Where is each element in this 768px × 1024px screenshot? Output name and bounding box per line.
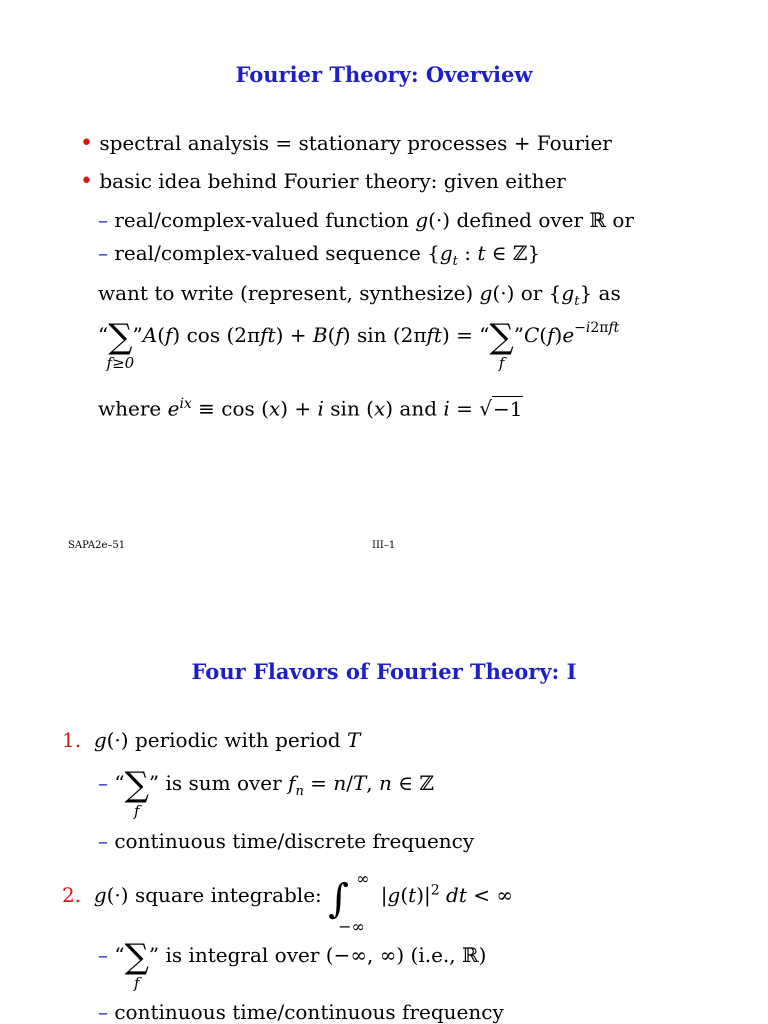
footer-center: III–1 [372, 540, 396, 551]
sum-symbol: ∑ f [124, 765, 149, 820]
sum-symbol: ∑ f [489, 317, 514, 372]
item1-number: 1. [62, 728, 82, 752]
fourier-equation: “∑ f≥0 ”A(f) cos (2πft) + B(f) sin (2πft) = “∑ f $”C(f)e^{-i2\pi ft}$ [98, 317, 620, 372]
bullet-basic-idea: • basic idea behind Fourier theory: given either [80, 169, 566, 194]
item1-dash2: – continuous time/discrete frequency [98, 829, 475, 853]
dash-sequence: – real/complex-valued sequence {$g_t$ : t ∈ ℤ} [98, 241, 541, 269]
sum-symbol: ∑ f [124, 937, 149, 992]
item2: 2. g(·) square integrable: ∫ ∞ −∞ $|g(t)|^2$ dt < ∞ [62, 869, 513, 936]
integral-symbol: ∫ ∞ −∞ [328, 869, 370, 936]
dash-function: – real/complex-valued function g(·) defined over ℝ or [98, 208, 634, 232]
slide2-title: Four Flavors of Fourier Theory: I [191, 659, 577, 684]
footer-left: SAPA2e–51 [68, 540, 126, 551]
item1: 1. g(·) periodic with period T [62, 728, 361, 752]
want-line: want to write (represent, synthesize) g(·) or $\{g_t\}$ as [98, 281, 621, 309]
bullet-icon: • [80, 169, 93, 194]
item2-dash2: – continuous time/continuous frequency [98, 1000, 504, 1024]
where-line: where $e^{ix} \equiv \cos (x) + i$ sin (x) and i = √−1 [98, 396, 523, 421]
item2-dash1: – “∑ f ” is integral over (−∞, ∞) (i.e., ℝ) [98, 937, 487, 992]
bullet-spectral-analysis: • spectral analysis = stationary processes + Fourier [80, 131, 612, 156]
item2-number: 2. [62, 883, 82, 907]
bullet-icon: • [80, 131, 93, 156]
slide1-title: Fourier Theory: Overview [235, 62, 533, 87]
sum-symbol: ∑ f≥0 [106, 317, 135, 372]
item1-dash1: – “∑ f ” is sum over $f_n = n/T$, n ∈ ℤ [98, 765, 435, 820]
